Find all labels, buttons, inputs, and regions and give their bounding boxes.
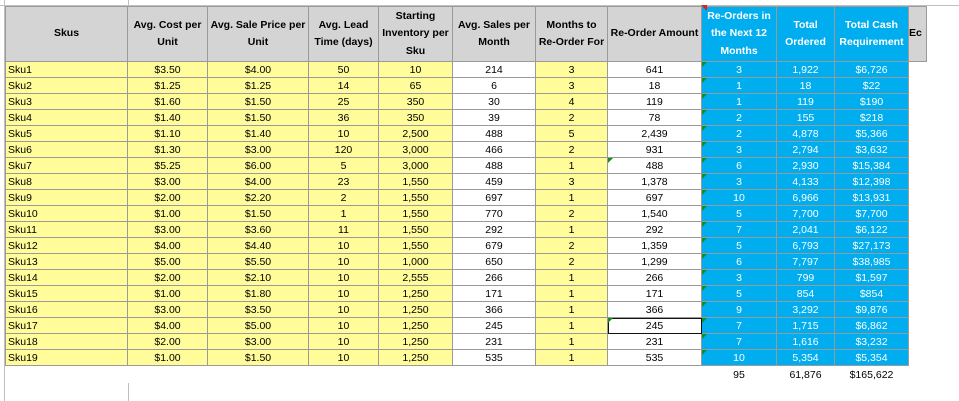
cell-total-ordered[interactable]: 4,878 <box>777 126 835 142</box>
cell-total-cash[interactable]: $6,726 <box>835 62 909 78</box>
cell-sku[interactable]: Sku1 <box>6 62 128 78</box>
cell-reorder-amount[interactable]: 1,540 <box>608 206 702 222</box>
cell-overflow[interactable] <box>909 286 927 302</box>
cell-avg-cost[interactable]: $3.00 <box>128 302 208 318</box>
cell-sku[interactable]: Sku15 <box>6 286 128 302</box>
cell-reorder-amount[interactable]: 641 <box>608 62 702 78</box>
cell-sku[interactable]: Sku12 <box>6 238 128 254</box>
cell-total-ordered[interactable]: 155 <box>777 110 835 126</box>
cell-lead-time[interactable]: 10 <box>309 286 379 302</box>
cell-starting-inventory[interactable]: 350 <box>379 94 453 110</box>
cell-overflow[interactable] <box>909 222 927 238</box>
cell-lead-time[interactable]: 10 <box>309 254 379 270</box>
cell-avg-sale-price[interactable]: $4.00 <box>208 174 309 190</box>
cell-lead-time[interactable]: 10 <box>309 270 379 286</box>
cell-total-cash[interactable]: $6,862 <box>835 318 909 334</box>
header-lead-time[interactable]: Avg. Lead Time (days) <box>309 7 379 62</box>
cell-sku[interactable]: Sku11 <box>6 222 128 238</box>
cell-overflow[interactable] <box>909 350 927 366</box>
cell-avg-sales[interactable]: 30 <box>453 94 536 110</box>
cell-total-cash[interactable]: $3,232 <box>835 334 909 350</box>
cell-avg-sales[interactable]: 292 <box>453 222 536 238</box>
table-row <box>6 286 927 302</box>
cell-sku[interactable]: Sku2 <box>6 78 128 94</box>
cell-months-to-reorder[interactable]: 3 <box>536 62 608 78</box>
cell-overflow[interactable] <box>909 62 927 78</box>
cell-lead-time[interactable]: 36 <box>309 110 379 126</box>
header-starting-inventory[interactable]: Starting Inventory per Sku <box>379 7 453 62</box>
table-row <box>6 158 927 174</box>
cell-reorders[interactable]: 7 <box>702 334 777 350</box>
cell-reorders[interactable]: 10 <box>702 350 777 366</box>
cell-months-to-reorder[interactable]: 1 <box>536 158 608 174</box>
cell-avg-sale-price[interactable]: $1.50 <box>208 350 309 366</box>
cell-reorder-amount[interactable]: 245 <box>608 318 702 334</box>
cell-lead-time[interactable]: 11 <box>309 222 379 238</box>
cell-starting-inventory[interactable]: 3,000 <box>379 142 453 158</box>
cell-lead-time[interactable]: 10 <box>309 302 379 318</box>
table-row <box>6 78 927 94</box>
cell-lead-time[interactable]: 14 <box>309 78 379 94</box>
table-row <box>6 222 927 238</box>
cell-total-ordered[interactable]: 6,966 <box>777 190 835 206</box>
spreadsheet-table <box>5 6 927 383</box>
cell-avg-sale-price[interactable]: $2.10 <box>208 270 309 286</box>
cell-total-ordered[interactable]: 2,794 <box>777 142 835 158</box>
table-row <box>6 126 927 142</box>
cell-reorders[interactable]: 5 <box>702 206 777 222</box>
cell-reorder-amount[interactable]: 1,299 <box>608 254 702 270</box>
cell-total-cash[interactable]: $5,354 <box>835 350 909 366</box>
cell-sku[interactable]: Sku18 <box>6 334 128 350</box>
cell-total-ordered[interactable]: 1,616 <box>777 334 835 350</box>
cell-lead-time[interactable]: 10 <box>309 334 379 350</box>
cell-total-cash[interactable]: $22 <box>835 78 909 94</box>
cell-total-cash[interactable]: $15,384 <box>835 158 909 174</box>
cell-reorder-amount[interactable]: 535 <box>608 350 702 366</box>
table-row <box>6 334 927 350</box>
cell-reorder-amount[interactable]: 231 <box>608 334 702 350</box>
cell-avg-sales[interactable]: 6 <box>453 78 536 94</box>
cell-lead-time[interactable]: 5 <box>309 158 379 174</box>
cell-lead-time[interactable]: 10 <box>309 350 379 366</box>
cell-lead-time[interactable]: 2 <box>309 190 379 206</box>
total-reorders[interactable]: 95 <box>702 366 777 384</box>
cell-months-to-reorder[interactable]: 2 <box>536 238 608 254</box>
cell-overflow[interactable] <box>909 302 927 318</box>
cell-reorder-amount[interactable]: 2,439 <box>608 126 702 142</box>
cell-total-cash[interactable]: $218 <box>835 110 909 126</box>
table-row <box>6 238 927 254</box>
header-months-to-reorder[interactable]: Months to Re-Order For <box>536 7 608 62</box>
cell-overflow[interactable] <box>909 174 927 190</box>
cell-sku[interactable]: Sku13 <box>6 254 128 270</box>
cell-total-ordered[interactable]: 1,922 <box>777 62 835 78</box>
cell-avg-sales[interactable]: 39 <box>453 110 536 126</box>
cell-overflow[interactable] <box>909 158 927 174</box>
cell-starting-inventory[interactable]: 65 <box>379 78 453 94</box>
cell-months-to-reorder[interactable]: 1 <box>536 350 608 366</box>
cell-starting-inventory[interactable]: 1,550 <box>379 190 453 206</box>
cell-reorders[interactable]: 2 <box>702 110 777 126</box>
cell-months-to-reorder[interactable]: 1 <box>536 318 608 334</box>
cell-sku[interactable]: Sku6 <box>6 142 128 158</box>
cell-reorders[interactable]: 9 <box>702 302 777 318</box>
cell-avg-cost[interactable]: $4.00 <box>128 238 208 254</box>
cell-avg-sale-price[interactable]: $1.50 <box>208 206 309 222</box>
cell-avg-cost[interactable]: $2.00 <box>128 190 208 206</box>
header-avg-sales[interactable]: Avg. Sales per Month <box>453 7 536 62</box>
cell-avg-sale-price[interactable]: $2.20 <box>208 190 309 206</box>
cell-total-ordered[interactable]: 119 <box>777 94 835 110</box>
cell-avg-sale-price[interactable]: $1.25 <box>208 78 309 94</box>
cell-avg-sales[interactable]: 679 <box>453 238 536 254</box>
cell-months-to-reorder[interactable]: 2 <box>536 206 608 222</box>
cell-total-ordered[interactable]: 18 <box>777 78 835 94</box>
cell-avg-sale-price[interactable]: $6.00 <box>208 158 309 174</box>
cell-avg-sale-price[interactable]: $1.40 <box>208 126 309 142</box>
cell-total-cash[interactable]: $13,931 <box>835 190 909 206</box>
cell-reorder-amount[interactable]: 171 <box>608 286 702 302</box>
cell-lead-time[interactable]: 10 <box>309 238 379 254</box>
cell-reorder-amount[interactable]: 292 <box>608 222 702 238</box>
cell-overflow[interactable] <box>909 238 927 254</box>
cell-starting-inventory[interactable]: 1,250 <box>379 302 453 318</box>
cell-reorders[interactable]: 6 <box>702 158 777 174</box>
cell-months-to-reorder[interactable]: 3 <box>536 78 608 94</box>
cell-reorders[interactable]: 1 <box>702 78 777 94</box>
cell-avg-sale-price[interactable]: $1.80 <box>208 286 309 302</box>
cell-reorder-amount[interactable]: 1,359 <box>608 238 702 254</box>
cell-avg-sales[interactable]: 245 <box>453 318 536 334</box>
cell-months-to-reorder[interactable]: 4 <box>536 94 608 110</box>
cell-total-ordered[interactable]: 6,793 <box>777 238 835 254</box>
header-total-ordered[interactable]: Total Ordered <box>777 7 835 62</box>
cell-sku[interactable]: Sku16 <box>6 302 128 318</box>
cell-total-ordered[interactable]: 3,292 <box>777 302 835 318</box>
cell-avg-sales[interactable]: 366 <box>453 302 536 318</box>
cell-avg-cost[interactable]: $5.25 <box>128 158 208 174</box>
cell-avg-cost[interactable]: $1.40 <box>128 110 208 126</box>
table-row <box>6 350 927 366</box>
cell-overflow[interactable] <box>909 78 927 94</box>
cell-total-cash[interactable]: $5,366 <box>835 126 909 142</box>
total-cash-requirement[interactable]: $165,622 <box>835 366 909 384</box>
table-row <box>6 110 927 126</box>
cell-starting-inventory[interactable]: 1,250 <box>379 350 453 366</box>
cell-avg-sale-price[interactable]: $5.50 <box>208 254 309 270</box>
cell-avg-sales[interactable]: 466 <box>453 142 536 158</box>
cell-avg-cost[interactable]: $1.00 <box>128 206 208 222</box>
cell-avg-sales[interactable]: 697 <box>453 190 536 206</box>
cell-overflow[interactable] <box>909 142 927 158</box>
cell-reorders[interactable]: 5 <box>702 286 777 302</box>
cell-avg-cost[interactable]: $1.10 <box>128 126 208 142</box>
cell-starting-inventory[interactable]: 1,250 <box>379 334 453 350</box>
cell-lead-time[interactable]: 10 <box>309 318 379 334</box>
cell-sku[interactable]: Sku19 <box>6 350 128 366</box>
cell-lead-time[interactable]: 10 <box>309 126 379 142</box>
cell-lead-time[interactable]: 23 <box>309 174 379 190</box>
cell-starting-inventory[interactable]: 2,555 <box>379 270 453 286</box>
cell-total-cash[interactable]: $3,632 <box>835 142 909 158</box>
cell-avg-cost[interactable]: $2.00 <box>128 334 208 350</box>
cell-avg-sale-price[interactable]: $4.40 <box>208 238 309 254</box>
cell-total-ordered[interactable]: 1,715 <box>777 318 835 334</box>
cell-avg-cost[interactable]: $1.60 <box>128 94 208 110</box>
cell-reorders[interactable]: 7 <box>702 318 777 334</box>
cell-reorder-amount[interactable]: 266 <box>608 270 702 286</box>
cell-avg-cost[interactable]: $1.30 <box>128 142 208 158</box>
header-avg-cost[interactable]: Avg. Cost per Unit <box>128 7 208 62</box>
cell-starting-inventory[interactable]: 1,250 <box>379 286 453 302</box>
cell-total-cash[interactable]: $854 <box>835 286 909 302</box>
cell-lead-time[interactable]: 25 <box>309 94 379 110</box>
cell-reorders[interactable]: 1 <box>702 94 777 110</box>
table-row <box>6 318 927 334</box>
cell-sku[interactable]: Sku7 <box>6 158 128 174</box>
cell-overflow[interactable] <box>909 334 927 350</box>
cell-reorders[interactable]: 3 <box>702 270 777 286</box>
cell-total-ordered[interactable]: 799 <box>777 270 835 286</box>
table-row <box>6 206 927 222</box>
cell-lead-time[interactable]: 1 <box>309 206 379 222</box>
cell-reorders[interactable]: 2 <box>702 126 777 142</box>
cell-reorder-amount[interactable]: 488 <box>608 158 702 174</box>
cell-total-ordered[interactable]: 7,797 <box>777 254 835 270</box>
cell-total-cash[interactable]: $1,597 <box>835 270 909 286</box>
header-total-cash[interactable]: Total Cash Requirement <box>835 7 909 62</box>
cell-overflow[interactable] <box>909 206 927 222</box>
cell-starting-inventory[interactable]: 2,500 <box>379 126 453 142</box>
cell-total-ordered[interactable]: 854 <box>777 286 835 302</box>
cell-avg-cost[interactable]: $3.50 <box>128 62 208 78</box>
cell-avg-cost[interactable]: $5.00 <box>128 254 208 270</box>
cell-sku[interactable]: Sku5 <box>6 126 128 142</box>
cell-avg-sales[interactable]: 231 <box>453 334 536 350</box>
cell-reorder-amount[interactable]: 18 <box>608 78 702 94</box>
totals-overflow <box>909 366 927 384</box>
cell-reorders[interactable]: 5 <box>702 238 777 254</box>
cell-avg-sale-price[interactable]: $3.00 <box>208 334 309 350</box>
cell-avg-sales[interactable]: 266 <box>453 270 536 286</box>
total-ordered[interactable]: 61,876 <box>777 366 835 384</box>
cell-total-cash[interactable]: $190 <box>835 94 909 110</box>
cell-starting-inventory[interactable]: 3,000 <box>379 158 453 174</box>
cell-overflow[interactable] <box>909 190 927 206</box>
table-row <box>6 142 927 158</box>
cell-reorder-amount[interactable]: 931 <box>608 142 702 158</box>
cell-avg-cost[interactable]: $1.25 <box>128 78 208 94</box>
cell-avg-sales[interactable]: 171 <box>453 286 536 302</box>
cell-months-to-reorder[interactable]: 3 <box>536 174 608 190</box>
cell-reorder-amount[interactable]: 697 <box>608 190 702 206</box>
table-row <box>6 62 927 78</box>
cell-starting-inventory[interactable]: 10 <box>379 62 453 78</box>
cell-avg-cost[interactable]: $1.00 <box>128 286 208 302</box>
header-avg-sale-price[interactable]: Avg. Sale Price per Unit <box>208 7 309 62</box>
cell-total-cash[interactable]: $7,700 <box>835 206 909 222</box>
cell-reorders[interactable]: 3 <box>702 62 777 78</box>
cell-avg-cost[interactable]: $1.00 <box>128 350 208 366</box>
cell-avg-sales[interactable]: 488 <box>453 158 536 174</box>
table-row <box>6 254 927 270</box>
cell-avg-sale-price[interactable]: $1.50 <box>208 94 309 110</box>
cell-sku[interactable]: Sku3 <box>6 94 128 110</box>
cell-sku[interactable]: Sku17 <box>6 318 128 334</box>
cell-months-to-reorder[interactable]: 2 <box>536 254 608 270</box>
header-skus[interactable]: Skus <box>6 7 128 62</box>
cell-starting-inventory[interactable]: 350 <box>379 110 453 126</box>
cell-overflow[interactable] <box>909 254 927 270</box>
cell-sku[interactable]: Sku10 <box>6 206 128 222</box>
table-row <box>6 302 927 318</box>
cell-avg-cost[interactable]: $3.00 <box>128 222 208 238</box>
cell-overflow[interactable] <box>909 318 927 334</box>
cell-avg-sales[interactable]: 459 <box>453 174 536 190</box>
table-row <box>6 270 927 286</box>
cell-starting-inventory[interactable]: 1,000 <box>379 254 453 270</box>
cell-reorders[interactable]: 6 <box>702 254 777 270</box>
cell-months-to-reorder[interactable]: 1 <box>536 286 608 302</box>
cell-total-ordered[interactable]: 4,133 <box>777 174 835 190</box>
cell-total-cash[interactable]: $6,122 <box>835 222 909 238</box>
cell-overflow[interactable] <box>909 110 927 126</box>
cell-avg-cost[interactable]: $4.00 <box>128 318 208 334</box>
cell-starting-inventory[interactable]: 1,250 <box>379 318 453 334</box>
cell-avg-sales[interactable]: 488 <box>453 126 536 142</box>
cell-months-to-reorder[interactable]: 1 <box>536 270 608 286</box>
header-reorders-12-months[interactable]: Re-Orders in the Next 12 Months <box>702 7 777 62</box>
cell-overflow[interactable] <box>909 126 927 142</box>
cell-months-to-reorder[interactable]: 1 <box>536 222 608 238</box>
cell-total-ordered[interactable]: 5,354 <box>777 350 835 366</box>
cell-reorders[interactable]: 10 <box>702 190 777 206</box>
cell-reorders[interactable]: 7 <box>702 222 777 238</box>
cell-avg-cost[interactable]: $2.00 <box>128 270 208 286</box>
cell-months-to-reorder[interactable]: 2 <box>536 110 608 126</box>
cell-sku[interactable]: Sku8 <box>6 174 128 190</box>
cell-starting-inventory[interactable]: 1,550 <box>379 238 453 254</box>
cell-months-to-reorder[interactable]: 2 <box>536 142 608 158</box>
cell-total-cash[interactable]: $27,173 <box>835 238 909 254</box>
cell-starting-inventory[interactable]: 1,550 <box>379 222 453 238</box>
cell-total-ordered[interactable]: 7,700 <box>777 206 835 222</box>
header-row <box>6 7 927 62</box>
header-overflow[interactable]: Ec <box>909 7 927 62</box>
cell-sku[interactable]: Sku4 <box>6 110 128 126</box>
cell-months-to-reorder[interactable]: 1 <box>536 302 608 318</box>
cell-avg-sales[interactable]: 650 <box>453 254 536 270</box>
cell-starting-inventory[interactable]: 1,550 <box>379 174 453 190</box>
cell-months-to-reorder[interactable]: 1 <box>536 190 608 206</box>
cell-avg-sale-price[interactable]: $3.50 <box>208 302 309 318</box>
totals-spacer <box>6 366 702 384</box>
table-row <box>6 174 927 190</box>
cell-total-ordered[interactable]: 2,041 <box>777 222 835 238</box>
cell-total-cash[interactable]: $12,398 <box>835 174 909 190</box>
cell-total-cash[interactable]: $38,985 <box>835 254 909 270</box>
cell-lead-time[interactable]: 120 <box>309 142 379 158</box>
cell-avg-sale-price[interactable]: $1.50 <box>208 110 309 126</box>
cell-reorder-amount[interactable]: 119 <box>608 94 702 110</box>
cell-reorder-amount[interactable]: 78 <box>608 110 702 126</box>
cell-months-to-reorder[interactable]: 5 <box>536 126 608 142</box>
cell-overflow[interactable] <box>909 270 927 286</box>
comment-indicator <box>701 5 707 11</box>
cell-avg-sales[interactable]: 535 <box>453 350 536 366</box>
cell-overflow[interactable] <box>909 94 927 110</box>
cell-sku[interactable]: Sku9 <box>6 190 128 206</box>
cell-avg-sale-price[interactable]: $3.60 <box>208 222 309 238</box>
cell-avg-cost[interactable]: $3.00 <box>128 174 208 190</box>
cell-lead-time[interactable]: 50 <box>309 62 379 78</box>
cell-sku[interactable]: Sku14 <box>6 270 128 286</box>
cell-reorders[interactable]: 3 <box>702 142 777 158</box>
cell-avg-sales[interactable]: 214 <box>453 62 536 78</box>
cell-reorders[interactable]: 3 <box>702 174 777 190</box>
cell-avg-sales[interactable]: 770 <box>453 206 536 222</box>
cell-avg-sale-price[interactable]: $5.00 <box>208 318 309 334</box>
table-row <box>6 190 927 206</box>
header-reorder-amount[interactable]: Re-Order Amount <box>608 7 702 62</box>
cell-total-ordered[interactable]: 2,930 <box>777 158 835 174</box>
table-row <box>6 94 927 110</box>
cell-months-to-reorder[interactable]: 1 <box>536 334 608 350</box>
cell-starting-inventory[interactable]: 1,550 <box>379 206 453 222</box>
cell-reorder-amount[interactable]: 366 <box>608 302 702 318</box>
cell-total-cash[interactable]: $9,876 <box>835 302 909 318</box>
cell-reorder-amount[interactable]: 1,378 <box>608 174 702 190</box>
totals-row <box>6 366 927 384</box>
cell-avg-sale-price[interactable]: $4.00 <box>208 62 309 78</box>
cell-avg-sale-price[interactable]: $3.00 <box>208 142 309 158</box>
